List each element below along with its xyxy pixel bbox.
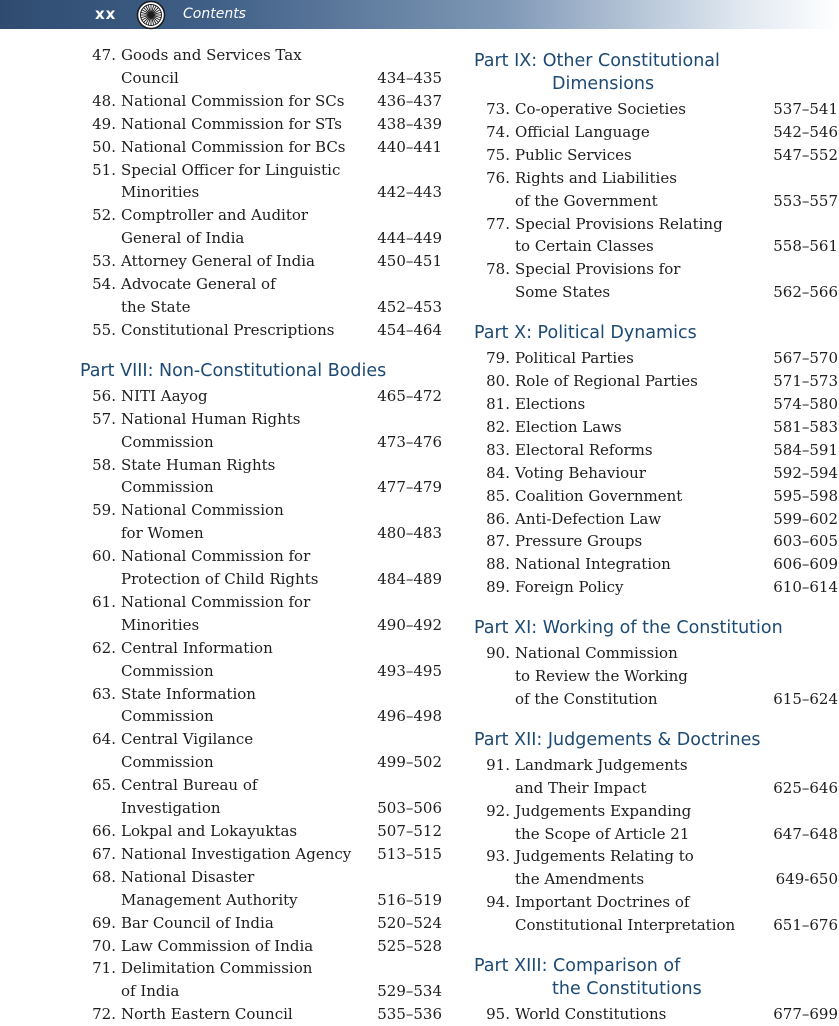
page-range: 615–624 bbox=[773, 689, 838, 708]
toc-entry[interactable] bbox=[80, 957, 442, 1003]
page-range: 440–441 bbox=[377, 137, 442, 156]
toc-entry[interactable] bbox=[80, 866, 442, 912]
chapter-title-line: Important Doctrines of bbox=[515, 893, 690, 912]
page-range: 473–476 bbox=[377, 432, 442, 451]
chapter-title-line: Bar Council of India bbox=[121, 913, 274, 932]
toc-entry[interactable] bbox=[474, 393, 838, 416]
chapter-title-line: for Women bbox=[121, 524, 204, 543]
chapter-number: 81. bbox=[486, 394, 510, 413]
chapter-title-line: Lokpal and Lokayuktas bbox=[121, 822, 298, 840]
chapter-title-line: Law Commission of India bbox=[121, 936, 314, 955]
toc-entry[interactable] bbox=[80, 204, 442, 250]
chapter-title-line: Delimitation Commission bbox=[121, 959, 313, 978]
chapter-title-line: National Commission bbox=[515, 644, 678, 663]
chapter-title-line: Role of Regional Parties bbox=[515, 372, 698, 391]
chapter-title-line: of the Constitution bbox=[515, 689, 658, 708]
toc-entry[interactable] bbox=[474, 462, 838, 485]
chapter-number: 84. bbox=[486, 463, 510, 482]
toc-entry[interactable] bbox=[474, 439, 838, 462]
chapter-number: 90. bbox=[486, 644, 510, 663]
chapter-number: 68. bbox=[92, 867, 116, 886]
chapter-number: 57. bbox=[92, 409, 116, 428]
page-header bbox=[0, 0, 839, 29]
toc-entry[interactable] bbox=[474, 370, 838, 393]
chapter-number: 80. bbox=[486, 372, 510, 391]
chapter-number: 76. bbox=[486, 168, 510, 187]
toc-right-column bbox=[474, 44, 838, 1026]
chapter-title-line: National Commission for bbox=[121, 547, 311, 566]
chapter-number: 82. bbox=[486, 417, 510, 436]
part-heading-line: Part X: Political Dynamics bbox=[474, 323, 697, 344]
page-range: 542–546 bbox=[773, 122, 838, 141]
chapter-title-line: Official Language bbox=[515, 122, 650, 141]
chapter-number: 60. bbox=[92, 547, 116, 566]
chapter-title-line: State Human Rights bbox=[121, 455, 276, 474]
chapter-number: 62. bbox=[92, 638, 116, 657]
page-range: 584–591 bbox=[773, 440, 838, 459]
part-heading bbox=[474, 729, 838, 752]
page-range: 434–435 bbox=[377, 68, 442, 87]
toc-entry[interactable] bbox=[80, 1003, 442, 1026]
chapter-title-line: Judgements Relating to bbox=[515, 847, 694, 866]
chapter-number: 85. bbox=[486, 486, 510, 505]
page-range: 610–614 bbox=[773, 578, 838, 597]
toc-entry[interactable] bbox=[474, 98, 838, 121]
toc-entry[interactable] bbox=[474, 576, 838, 599]
chapter-title-line: Goods and Services Tax bbox=[121, 46, 302, 64]
part-heading bbox=[80, 360, 442, 383]
chapter-title-line: World Constitutions bbox=[515, 1005, 667, 1024]
toc-entry[interactable] bbox=[80, 136, 442, 159]
chapter-title-line: the Scope of Article 21 bbox=[515, 824, 690, 843]
page-range: 507–512 bbox=[377, 822, 442, 840]
page-range: 651–676 bbox=[773, 916, 838, 935]
page-range: 444–449 bbox=[377, 229, 442, 248]
page-range: 465–472 bbox=[377, 386, 442, 405]
page-range: 438–439 bbox=[377, 114, 442, 133]
chapter-title-line: Commission bbox=[121, 432, 214, 451]
chapter-title-line: National Investigation Agency bbox=[121, 844, 352, 863]
chapter-number: 64. bbox=[92, 730, 116, 749]
page-range: 493–495 bbox=[377, 661, 442, 680]
chapter-number: 77. bbox=[486, 214, 510, 233]
chapter-number: 71. bbox=[92, 959, 116, 978]
chapter-number: 79. bbox=[486, 349, 510, 368]
chapter-title-line: Central Information bbox=[121, 638, 273, 657]
chapter-number: 87. bbox=[486, 532, 510, 551]
page-range: 603–605 bbox=[773, 532, 838, 551]
chapter-number: 86. bbox=[486, 509, 510, 528]
page-range: 574–580 bbox=[773, 394, 838, 413]
toc-entry[interactable] bbox=[80, 912, 442, 935]
toc-entry[interactable] bbox=[474, 845, 838, 891]
chapter-title-line: National Commission bbox=[121, 501, 284, 520]
page-range: 499–502 bbox=[377, 753, 442, 772]
chapter-number: 93. bbox=[486, 847, 510, 866]
chapter-title-line: and Their Impact bbox=[515, 778, 647, 797]
toc-entry[interactable] bbox=[80, 820, 442, 843]
toc-entry[interactable] bbox=[80, 591, 442, 637]
chapter-number: 56. bbox=[92, 386, 116, 405]
part-heading-line: Part VIII: Non-Constitutional Bodies bbox=[80, 360, 387, 381]
toc-entry[interactable] bbox=[474, 891, 838, 937]
section-title: Contents bbox=[183, 6, 246, 22]
chapter-number: 48. bbox=[92, 91, 116, 110]
chapter-number: 94. bbox=[486, 893, 510, 912]
page-range: 454–464 bbox=[377, 320, 442, 339]
page-range: 535–536 bbox=[377, 1005, 442, 1024]
toc-entry[interactable] bbox=[80, 90, 442, 113]
page-range: 677–699 bbox=[773, 1005, 838, 1024]
page-range: 581–583 bbox=[773, 417, 838, 436]
chapter-title-line: of the Government bbox=[515, 191, 658, 210]
toc-entry[interactable] bbox=[80, 683, 442, 729]
page-range: 649-650 bbox=[775, 870, 838, 889]
chapter-number: 92. bbox=[486, 801, 510, 820]
toc-entry[interactable] bbox=[474, 121, 838, 144]
page-range: 553–557 bbox=[773, 191, 838, 210]
page-range: 452–453 bbox=[377, 297, 442, 316]
page-range: 595–598 bbox=[773, 486, 838, 505]
chapter-number: 47. bbox=[92, 46, 116, 64]
toc-entry[interactable] bbox=[474, 800, 838, 846]
chapter-title-line: Pressure Groups bbox=[515, 532, 643, 551]
chapter-number: 61. bbox=[92, 592, 116, 611]
chapter-number: 59. bbox=[92, 501, 116, 520]
chapter-title-line: Special Provisions for bbox=[515, 260, 681, 279]
toc-entry[interactable] bbox=[80, 774, 442, 820]
page-range: 567–570 bbox=[773, 349, 838, 368]
chapter-title-line: Advocate General of bbox=[121, 275, 276, 294]
toc-entry[interactable] bbox=[80, 408, 442, 454]
chapter-title-line: Council bbox=[121, 68, 179, 87]
chapter-title-line: Special Officer for Linguistic bbox=[121, 160, 341, 179]
toc-entry[interactable] bbox=[474, 258, 838, 304]
chapter-title-line: National Disaster bbox=[121, 867, 255, 886]
toc-entry[interactable] bbox=[80, 499, 442, 545]
chapter-title-line: National Integration bbox=[515, 555, 671, 574]
chapter-number: 70. bbox=[92, 936, 116, 955]
chapter-number: 75. bbox=[486, 145, 510, 164]
chapter-title-line: Central Vigilance bbox=[121, 730, 254, 749]
chapter-title-line: Minorities bbox=[121, 183, 200, 202]
chapter-number: 83. bbox=[486, 440, 510, 459]
chapter-title-line: Elections bbox=[515, 394, 586, 413]
chapter-number: 69. bbox=[92, 913, 116, 932]
toc-entry[interactable] bbox=[80, 250, 442, 273]
part-heading-line: Part XII: Judgements & Doctrines bbox=[474, 729, 761, 750]
chapter-title-line: State Information bbox=[121, 684, 256, 703]
page-range: 477–479 bbox=[377, 478, 442, 497]
page-range: 516–519 bbox=[377, 890, 442, 909]
chapter-title-line: Special Provisions Relating bbox=[515, 214, 723, 233]
chapter-title-line: Rights and Liabilities bbox=[515, 168, 677, 187]
toc-entry[interactable] bbox=[474, 530, 838, 553]
chapter-title-line: Coalition Government bbox=[515, 486, 683, 505]
page-range: 547–552 bbox=[773, 145, 838, 164]
toc-entry[interactable] bbox=[474, 167, 838, 213]
part-heading-line: Dimensions bbox=[552, 74, 655, 94]
chapter-number: 51. bbox=[92, 160, 116, 179]
toc-entry[interactable] bbox=[80, 843, 442, 866]
chapter-title-line: Political Parties bbox=[515, 349, 634, 368]
chapter-title-line: Commission bbox=[121, 661, 214, 680]
part-heading-line: Part XIII: Comparison of bbox=[474, 956, 681, 977]
chapter-number: 73. bbox=[486, 100, 510, 118]
page-range: 496–498 bbox=[377, 707, 442, 726]
chapter-title-line: Protection of Child Rights bbox=[121, 570, 319, 589]
ashoka-chakra-icon bbox=[136, 0, 166, 30]
chapter-title-line: Election Laws bbox=[515, 417, 622, 436]
chapter-title-line: Comptroller and Auditor bbox=[121, 206, 309, 225]
chapter-number: 50. bbox=[92, 137, 116, 156]
toc-entry[interactable] bbox=[80, 637, 442, 683]
toc-entry[interactable] bbox=[80, 44, 442, 90]
toc-entry[interactable] bbox=[80, 935, 442, 958]
part-heading-line: Part IX: Other Constitutional bbox=[474, 51, 720, 71]
page-range: 606–609 bbox=[773, 555, 838, 574]
page-range: 647–648 bbox=[773, 824, 838, 843]
chapter-title-line: Landmark Judgements bbox=[515, 755, 688, 774]
chapter-number: 91. bbox=[486, 755, 510, 774]
page-range: 436–437 bbox=[377, 91, 442, 110]
chapter-number: 95. bbox=[486, 1005, 510, 1024]
chapter-number: 88. bbox=[486, 555, 510, 574]
chapter-title-line: Some States bbox=[515, 283, 611, 302]
toc-entry[interactable] bbox=[474, 508, 838, 531]
chapter-title-line: National Commission for bbox=[121, 592, 311, 611]
chapter-number: 53. bbox=[92, 252, 116, 271]
toc-entry[interactable] bbox=[80, 273, 442, 319]
toc-entry[interactable] bbox=[80, 545, 442, 591]
page-range: 484–489 bbox=[377, 570, 442, 589]
toc-entry[interactable] bbox=[474, 553, 838, 576]
chapter-title-line: Public Services bbox=[515, 145, 632, 164]
chapter-number: 65. bbox=[92, 776, 116, 795]
chapter-title-line: Commission bbox=[121, 707, 214, 726]
part-heading bbox=[474, 50, 838, 96]
chapter-number: 58. bbox=[92, 455, 116, 474]
chapter-title-line: National Human Rights bbox=[121, 409, 301, 428]
chapter-title-line: NITI Aayog bbox=[121, 386, 208, 405]
toc-entry[interactable] bbox=[474, 347, 838, 370]
chapter-title-line: Central Bureau of bbox=[121, 776, 258, 795]
chapter-title-line: to Review the Working bbox=[515, 667, 688, 686]
toc-left-column bbox=[80, 44, 442, 1026]
page-range: 562–566 bbox=[773, 283, 838, 302]
chapter-title-line: Minorities bbox=[121, 615, 200, 634]
toc-entry[interactable] bbox=[80, 113, 442, 136]
page-range: 571–573 bbox=[773, 372, 838, 391]
chapter-title-line: Constitutional Prescriptions bbox=[121, 320, 335, 339]
toc-entry[interactable] bbox=[80, 454, 442, 500]
part-heading bbox=[474, 617, 838, 640]
toc-entry[interactable] bbox=[80, 385, 442, 408]
chapter-number: 55. bbox=[92, 320, 116, 339]
chapter-title-line: Commission bbox=[121, 478, 214, 497]
chapter-title-line: Foreign Policy bbox=[515, 578, 624, 597]
page-range: 442–443 bbox=[377, 183, 442, 202]
chapter-title-line: of India bbox=[121, 982, 180, 1001]
toc-entry[interactable] bbox=[474, 144, 838, 167]
chapter-number: 54. bbox=[92, 275, 116, 294]
chapter-number: 67. bbox=[92, 844, 116, 863]
page-range: 450–451 bbox=[377, 252, 442, 271]
toc-entry[interactable] bbox=[474, 642, 838, 711]
page-range: 625–646 bbox=[773, 778, 838, 797]
chapter-title-line: National Commission for SCs bbox=[121, 91, 345, 110]
chapter-title-line: Judgements Expanding bbox=[515, 801, 692, 820]
page-number: xx bbox=[95, 5, 117, 23]
chapter-number: 52. bbox=[92, 206, 116, 225]
part-heading bbox=[474, 955, 838, 1001]
chapter-title-line: Management Authority bbox=[121, 890, 298, 909]
chapter-title-line: Commission bbox=[121, 753, 214, 772]
page-range: 599–602 bbox=[773, 509, 838, 528]
page-range: 537–541 bbox=[773, 100, 838, 118]
chapter-title-line: National Commission for BCs bbox=[121, 137, 346, 156]
page-range: 520–524 bbox=[377, 913, 442, 932]
page-range: 525–528 bbox=[377, 936, 442, 955]
chapter-title-line: General of India bbox=[121, 229, 245, 248]
toc-entry[interactable] bbox=[474, 754, 838, 800]
chapter-title-line: Constitutional Interpretation bbox=[515, 916, 736, 935]
chapter-title-line: Electoral Reforms bbox=[515, 440, 653, 459]
chapter-title-line: National Commission for STs bbox=[121, 114, 342, 133]
toc-entry[interactable] bbox=[474, 213, 838, 259]
chapter-title-line: Attorney General of India bbox=[121, 252, 315, 271]
page-range: 592–594 bbox=[773, 463, 838, 482]
chapter-title-line: the State bbox=[121, 297, 191, 316]
toc-entry[interactable] bbox=[80, 319, 442, 342]
chapter-number: 49. bbox=[92, 114, 116, 133]
chapter-number: 72. bbox=[92, 1005, 116, 1024]
page-range: 503–506 bbox=[377, 799, 442, 818]
chapter-number: 63. bbox=[92, 684, 116, 703]
chapter-title-line: to Certain Classes bbox=[515, 237, 654, 256]
page-range: 513–515 bbox=[377, 844, 442, 863]
chapter-title-line: Anti-Defection Law bbox=[515, 509, 662, 528]
part-heading-line: the Constitutions bbox=[552, 979, 702, 1000]
chapter-number: 66. bbox=[92, 822, 116, 840]
chapter-title-line: the Amendments bbox=[515, 870, 645, 889]
toc-entry[interactable] bbox=[80, 159, 442, 205]
page-range: 529–534 bbox=[377, 982, 442, 1001]
chapter-number: 74. bbox=[486, 122, 510, 141]
toc-entry[interactable] bbox=[80, 728, 442, 774]
chapter-title-line: North Eastern Council bbox=[121, 1005, 293, 1024]
chapter-title-line: Co-operative Societies bbox=[515, 100, 686, 118]
toc-entry[interactable] bbox=[474, 416, 838, 439]
page-range: 558–561 bbox=[773, 237, 838, 256]
part-heading bbox=[474, 322, 838, 345]
chapter-title-line: Investigation bbox=[121, 799, 221, 818]
part-heading-line: Part XI: Working of the Constitution bbox=[474, 618, 783, 639]
toc-entry[interactable] bbox=[474, 485, 838, 508]
chapter-number: 78. bbox=[486, 260, 510, 279]
chapter-title-line: Voting Behaviour bbox=[515, 463, 646, 482]
page-range: 480–483 bbox=[377, 524, 442, 543]
page-range: 490–492 bbox=[377, 615, 442, 634]
toc-entry[interactable] bbox=[474, 1003, 838, 1026]
chapter-number: 89. bbox=[486, 578, 510, 597]
